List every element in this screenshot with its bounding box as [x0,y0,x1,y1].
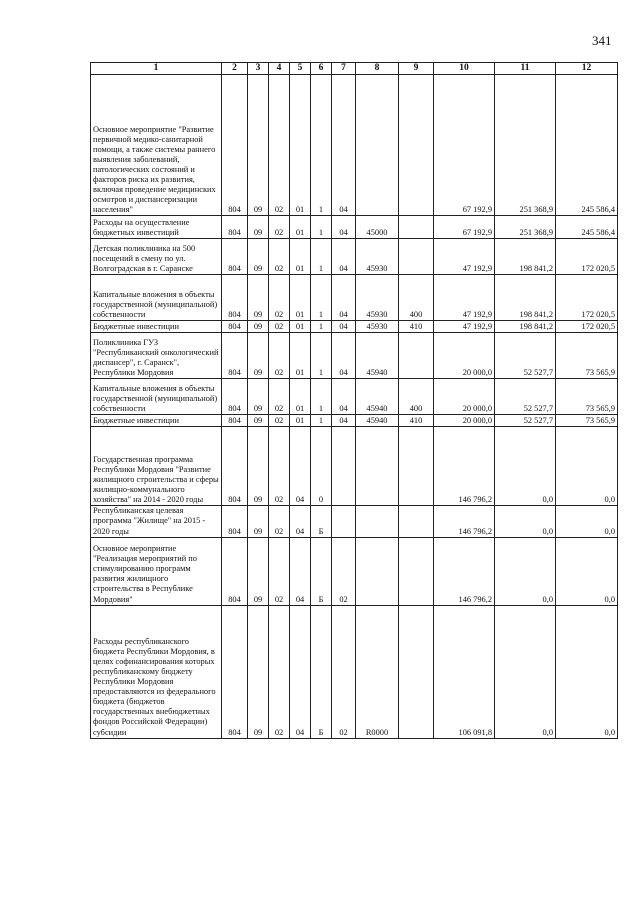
code-expense-type [399,506,434,537]
amount-year-2: 251 368,9 [495,75,556,216]
amount-year-3: 172 020,5 [556,239,618,275]
code-event: 04 [332,379,356,415]
table-row [91,239,618,275]
amount-year-2: 0,0 [495,537,556,605]
code-program: 01 [290,239,311,275]
code-expense-type [399,239,434,275]
table-row [91,216,618,239]
code-subprogram: 1 [311,321,332,333]
code-direction [356,506,399,537]
amount-year-2: 52 527,7 [495,379,556,415]
code-subsection: 02 [269,379,290,415]
code-subprogram: 1 [311,379,332,415]
code-ministry: 804 [222,333,248,379]
code-section: 09 [248,379,269,415]
header-cell: 4 [269,63,290,75]
code-expense-type [399,75,434,216]
amount-year-2: 198 841,2 [495,321,556,333]
code-expense-type: 400 [399,379,434,415]
row-description: Республиканская целевая программа "Жилище" на 2015 - 2020 годы [91,506,222,537]
code-event: 04 [332,321,356,333]
amount-year-1: 67 192,9 [434,75,495,216]
code-event: 04 [332,239,356,275]
code-subprogram: 1 [311,75,332,216]
code-subsection: 02 [269,415,290,427]
code-expense-type [399,605,434,738]
code-ministry: 804 [222,379,248,415]
code-section: 09 [248,275,269,321]
header-cell: 11 [495,63,556,75]
amount-year-1: 20 000,0 [434,333,495,379]
table-row [91,275,618,321]
code-ministry: 804 [222,239,248,275]
amount-year-1: 20 000,0 [434,379,495,415]
amount-year-3: 245 586,4 [556,75,618,216]
code-ministry: 804 [222,427,248,506]
row-description: Основное мероприятие "Реализация мероприятий по стимулированию программ развития жилищного строительства в Республике Мордовия" [91,537,222,605]
code-program: 01 [290,379,311,415]
page-number: 341 [592,33,612,48]
code-subsection: 02 [269,239,290,275]
code-subsection: 02 [269,216,290,239]
amount-year-3: 0,0 [556,537,618,605]
code-program: 01 [290,275,311,321]
amount-year-1: 146 796,2 [434,427,495,506]
header-cell: 1 [91,63,222,75]
code-section: 09 [248,75,269,216]
code-program: 01 [290,75,311,216]
code-expense-type [399,216,434,239]
code-expense-type: 410 [399,415,434,427]
code-event [332,427,356,506]
code-ministry: 804 [222,537,248,605]
code-section: 09 [248,537,269,605]
code-expense-type [399,427,434,506]
code-event: 04 [332,415,356,427]
amount-year-1: 47 192,9 [434,239,495,275]
header-cell: 2 [222,63,248,75]
table-row [91,506,618,537]
amount-year-1: 106 091,8 [434,605,495,738]
code-direction: 45000 [356,216,399,239]
budget-table [90,62,618,739]
code-ministry: 804 [222,415,248,427]
row-description: Капитальные вложения в объекты государственной (муниципальной) собственности [91,379,222,415]
code-subprogram: 0 [311,427,332,506]
code-direction: R0000 [356,605,399,738]
code-subsection: 02 [269,537,290,605]
code-event: 04 [332,75,356,216]
row-description: Поликлиника ГУЗ "Республиканский онкологический диспансер", г. Саранск", Республики Мордовия [91,333,222,379]
code-subprogram: Б [311,537,332,605]
amount-year-3: 73 565,9 [556,415,618,427]
code-subprogram: 1 [311,239,332,275]
code-program: 04 [290,506,311,537]
amount-year-2: 198 841,2 [495,275,556,321]
amount-year-3: 245 586,4 [556,216,618,239]
header-cell: 7 [332,63,356,75]
header-cell: 8 [356,63,399,75]
code-direction [356,537,399,605]
code-section: 09 [248,427,269,506]
code-direction: 45940 [356,379,399,415]
code-subsection: 02 [269,275,290,321]
table-row [91,379,618,415]
table-row [91,75,618,216]
header-cell: 12 [556,63,618,75]
table-row [91,537,618,605]
code-ministry: 804 [222,275,248,321]
code-direction [356,427,399,506]
code-subsection: 02 [269,75,290,216]
code-subprogram: Б [311,605,332,738]
code-program: 04 [290,605,311,738]
code-subprogram: 1 [311,216,332,239]
code-program: 01 [290,333,311,379]
amount-year-3: 0,0 [556,427,618,506]
row-description: Расходы на осуществление бюджетных инвестиций [91,216,222,239]
code-ministry: 804 [222,321,248,333]
header-cell: 10 [434,63,495,75]
header-row [91,63,618,75]
code-expense-type: 400 [399,275,434,321]
code-subsection: 02 [269,333,290,379]
amount-year-2: 198 841,2 [495,239,556,275]
header-cell: 6 [311,63,332,75]
code-expense-type [399,537,434,605]
amount-year-2: 0,0 [495,506,556,537]
code-subsection: 02 [269,321,290,333]
row-description: Государственная программа Республики Мордовия "Развитие жилищного строительства и сферы жилищно-коммунального хозяйства" на 2014 - 2020 годы [91,427,222,506]
amount-year-1: 47 192,9 [434,321,495,333]
code-section: 09 [248,216,269,239]
code-event: 04 [332,275,356,321]
code-direction: 45930 [356,321,399,333]
code-subprogram: 1 [311,333,332,379]
amount-year-1: 146 796,2 [434,537,495,605]
code-program: 01 [290,321,311,333]
code-section: 09 [248,321,269,333]
code-expense-type [399,333,434,379]
row-description: Бюджетные инвестиции [91,321,222,333]
amount-year-3: 0,0 [556,506,618,537]
code-subsection: 02 [269,427,290,506]
table-row [91,415,618,427]
row-description: Расходы республиканского бюджета Республики Мордовия, в целях софинансирования которых республиканскому бюджету Республики Мордовия предоставляются из федерального бюджета (бюджетов государственных внебюджетных фондов Российской Федерации) субсидии [91,605,222,738]
header-cell: 3 [248,63,269,75]
code-ministry: 804 [222,75,248,216]
code-ministry: 804 [222,216,248,239]
code-subprogram: 1 [311,415,332,427]
code-direction: 45940 [356,333,399,379]
row-description: Бюджетные инвестиции [91,415,222,427]
code-event: 02 [332,605,356,738]
code-subprogram: Б [311,506,332,537]
amount-year-3: 0,0 [556,605,618,738]
code-section: 09 [248,415,269,427]
amount-year-3: 73 565,9 [556,379,618,415]
code-event [332,506,356,537]
amount-year-1: 20 000,0 [434,415,495,427]
amount-year-2: 52 527,7 [495,333,556,379]
code-expense-type: 410 [399,321,434,333]
code-subsection: 02 [269,605,290,738]
amount-year-2: 52 527,7 [495,415,556,427]
table-row [91,333,618,379]
row-description: Капитальные вложения в объекты государственной (муниципальной) собственности [91,275,222,321]
code-section: 09 [248,506,269,537]
code-program: 01 [290,415,311,427]
header-cell: 9 [399,63,434,75]
amount-year-1: 146 796,2 [434,506,495,537]
table-row [91,427,618,506]
amount-year-1: 67 192,9 [434,216,495,239]
code-direction: 45930 [356,275,399,321]
code-event: 02 [332,537,356,605]
code-event: 04 [332,333,356,379]
code-direction [356,75,399,216]
code-ministry: 804 [222,605,248,738]
amount-year-3: 73 565,9 [556,333,618,379]
code-subprogram: 1 [311,275,332,321]
code-program: 01 [290,216,311,239]
code-section: 09 [248,333,269,379]
table-row [91,321,618,333]
amount-year-2: 0,0 [495,427,556,506]
code-direction: 45930 [356,239,399,275]
header-cell: 5 [290,63,311,75]
row-description: Основное мероприятие "Развитие первичной медико-санитарной помощи, а также системы раннего выявления заболеваний, патологических состояний и факторов риска их развития, включая проведение медицинских осмотров и диспансеризации населения" [91,75,222,216]
code-ministry: 804 [222,506,248,537]
code-event: 04 [332,216,356,239]
amount-year-3: 172 020,5 [556,275,618,321]
row-description: Детская поликлиника на 500 посещений в смену по ул. Волгоградская в г. Саранске [91,239,222,275]
amount-year-1: 47 192,9 [434,275,495,321]
code-section: 09 [248,239,269,275]
amount-year-2: 0,0 [495,605,556,738]
code-subsection: 02 [269,506,290,537]
amount-year-3: 172 020,5 [556,321,618,333]
code-program: 04 [290,427,311,506]
code-section: 09 [248,605,269,738]
table-row [91,605,618,738]
code-direction: 45940 [356,415,399,427]
code-program: 04 [290,537,311,605]
amount-year-2: 251 368,9 [495,216,556,239]
